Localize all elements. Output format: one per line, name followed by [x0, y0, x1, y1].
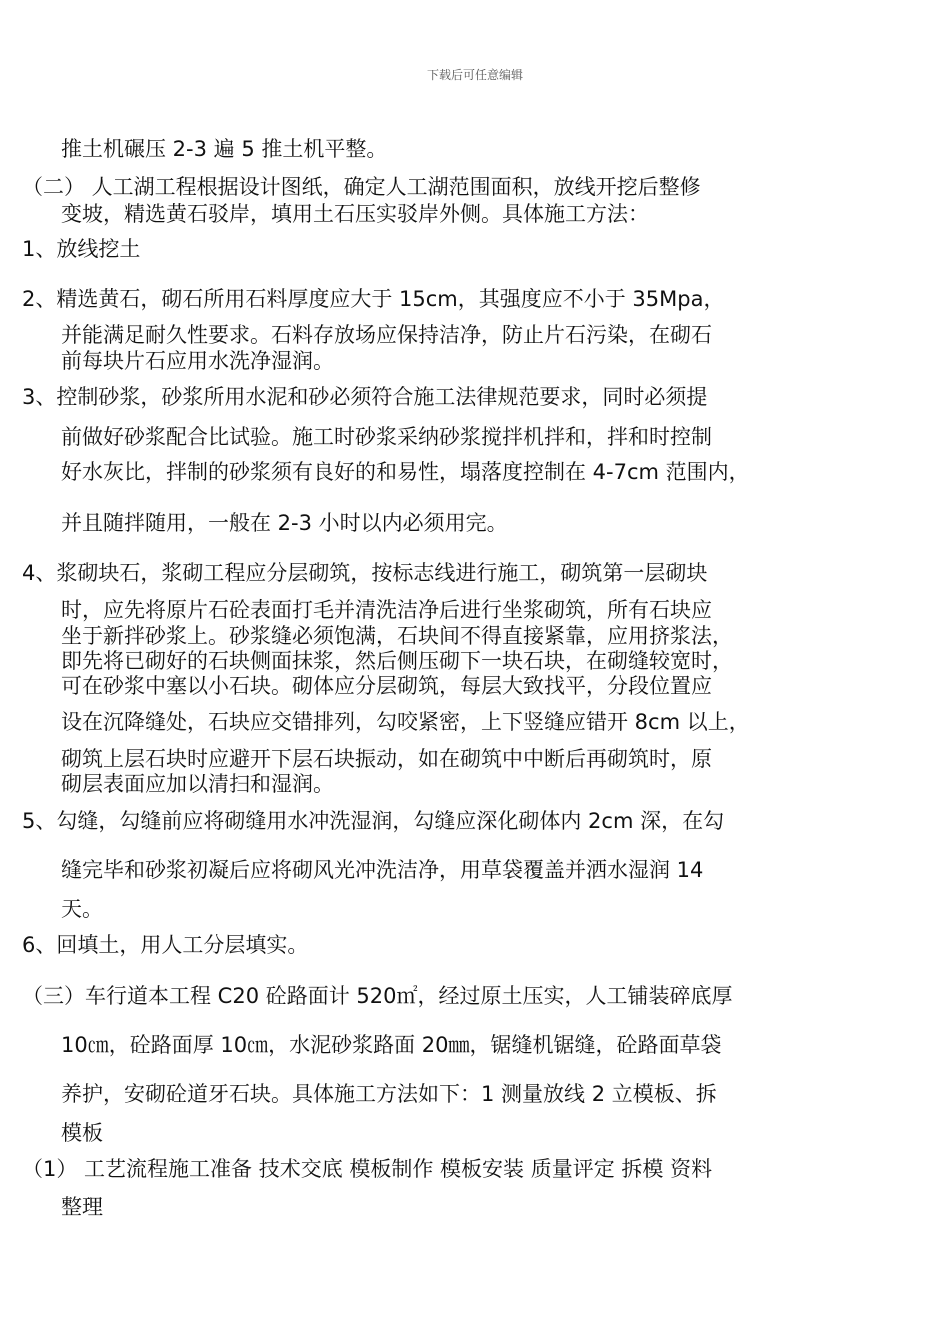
text-line: 天。 [61, 897, 103, 921]
text-line: 即先将已砌好的石块侧面抹浆，然后侧压砌下一块石块，在砌缝较宽时， [61, 649, 733, 673]
page-header-note: 下载后可任意编辑 [426, 68, 523, 82]
text-line: 推土机碾压 2-3 遍 5 推土机平整。 [61, 137, 388, 161]
list-item-5: 5、勾缝，勾缝前应将砌缝用水冲洗湿润，勾缝应深化砌体内 2cm 深，在勾 [22, 809, 725, 833]
text-line: 并且随拌随用，一般在 2-3 小时以内必须用完。 [61, 511, 508, 535]
text-line: 设在沉降缝处，石块应交错排列，勾咬紧密，上下竖缝应错开 8cm 以上， [61, 710, 750, 734]
list-item-1: 1、放线挖土 [22, 237, 141, 261]
text-line: 时，应先将原片石砼表面打毛并清洗洁净后进行坐浆砌筑，所有石块应 [61, 598, 712, 622]
text-line: 整理 [61, 1195, 103, 1219]
section-heading-2: （二） 人工湖工程根据设计图纸，确定人工湖范围面积，放线开挖后整修 [22, 175, 701, 199]
subsection-heading-1: （1） 工艺流程施工准备 技术交底 模板制作 模板安装 质量评定 拆模 资料 [22, 1157, 713, 1181]
list-item-3: 3、控制砂浆，砂浆所用水泥和砂必须符合施工法律规范要求，同时必须提 [22, 385, 708, 409]
text-line: 10㎝，砼路面厚 10㎝，水泥砂浆路面 20㎜，锯缝机锯缝，砼路面草袋 [61, 1033, 722, 1057]
text-line: 模板 [61, 1121, 103, 1145]
text-line: 前每块片石应用水洗净湿润。 [61, 349, 334, 373]
list-item-6: 6、回填土，用人工分层填实。 [22, 933, 309, 957]
section-heading-3: （三）车行道本工程 C20 砼路面计 520㎡，经过原土压实，人工铺装碎底厚 [22, 984, 733, 1008]
text-line: 缝完毕和砂浆初凝后应将砌风光冲洗洁净，用草袋覆盖并洒水湿润 14 [61, 858, 704, 882]
text-line: 并能满足耐久性要求。石料存放场应保持洁净，防止片石污染，在砌石 [61, 323, 712, 347]
text-line: 前做好砂浆配合比试验。施工时砂浆采纳砂浆搅拌机拌和，拌和时控制 [61, 425, 712, 449]
list-item-2: 2、精选黄石，砌石所用石料厚度应大于 15cm，其强度应不小于 35Mpa， [22, 287, 725, 311]
text-line: 可在砂浆中塞以小石块。砌体应分层砌筑，每层大致找平，分段位置应 [61, 674, 712, 698]
text-line: 坐于新拌砂浆上。砂浆缝必须饱满，石块间不得直接紧靠，应用挤浆法， [61, 624, 733, 648]
text-line: 砌筑上层石块时应避开下层石块振动，如在砌筑中中断后再砌筑时，原 [61, 747, 712, 771]
text-line: 砌层表面应加以清扫和湿润。 [61, 772, 334, 796]
text-line: 养护，安砌砼道牙石块。具体施工方法如下：1 测量放线 2 立模板、拆 [61, 1082, 717, 1106]
text-line: 好水灰比，拌制的砂浆须有良好的和易性，塌落度控制在 4-7cm 范围内， [61, 460, 750, 484]
list-item-4: 4、浆砌块石，浆砌工程应分层砌筑，按标志线进行施工，砌筑第一层砌块 [22, 561, 708, 585]
text-line: 变坡，精选黄石驳岸，填用土石压实驳岸外侧。具体施工方法： [61, 202, 649, 226]
